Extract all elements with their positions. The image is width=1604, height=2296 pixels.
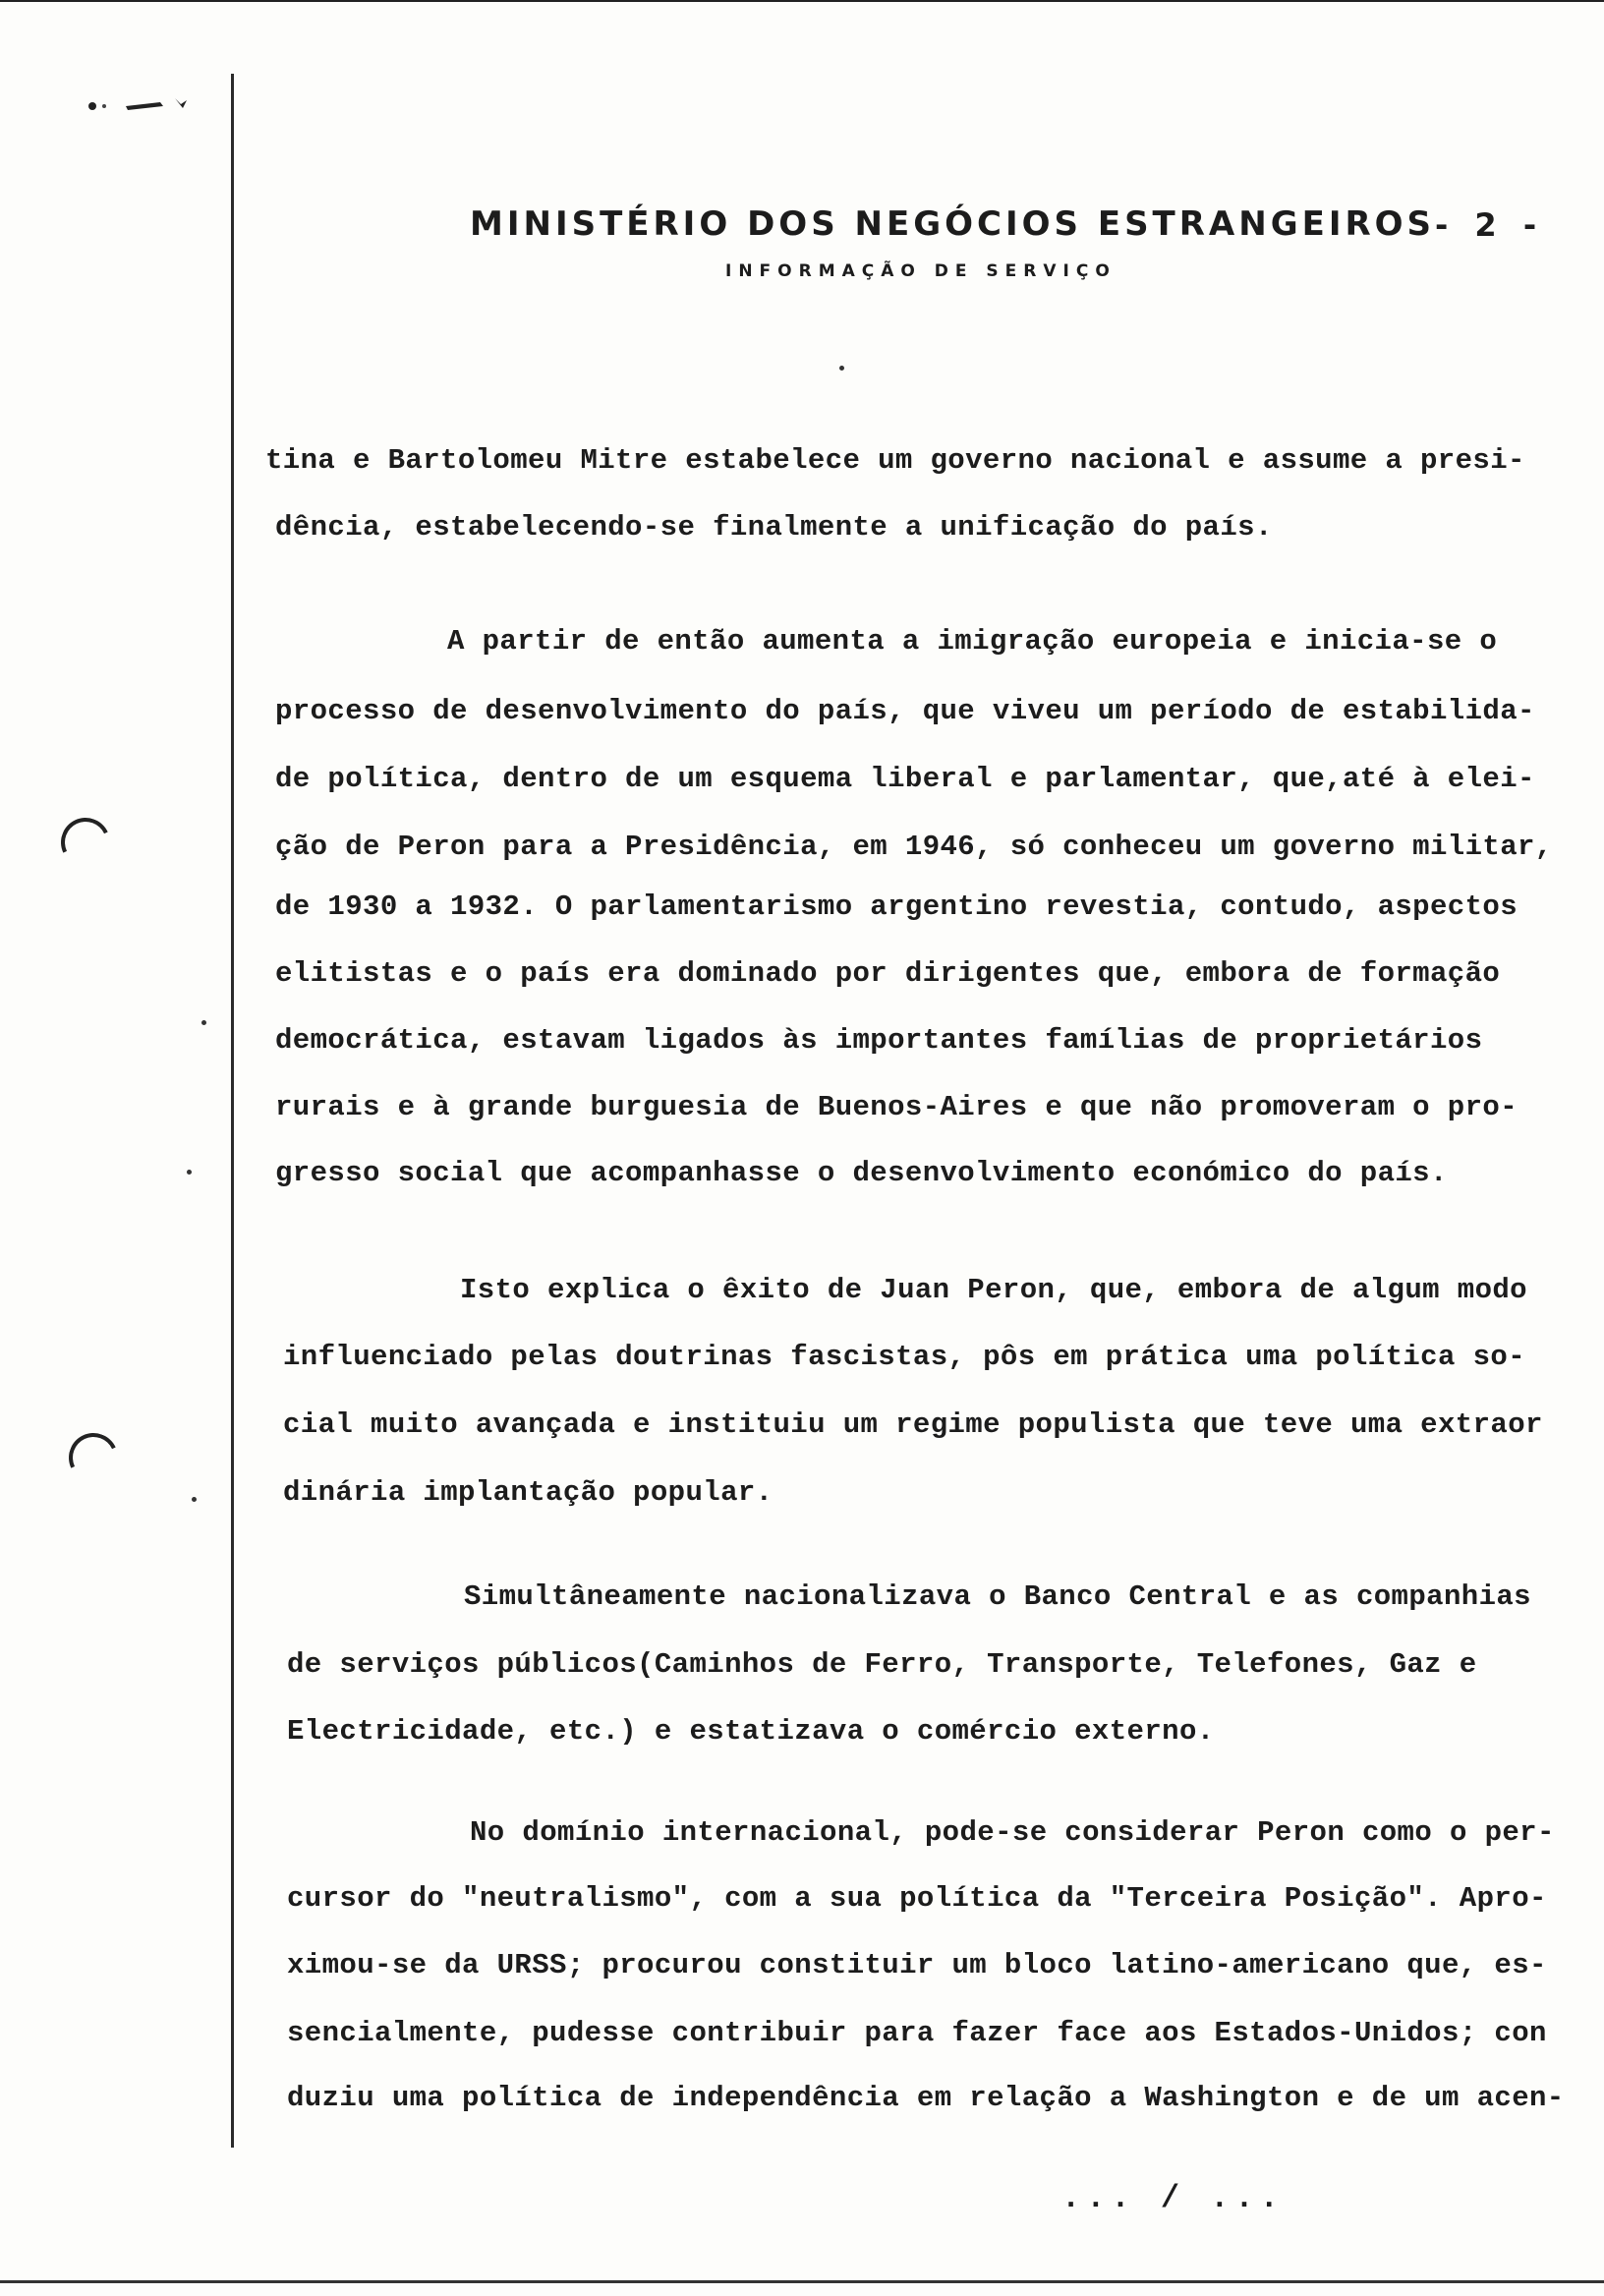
bottom-edge	[0, 2280, 1604, 2283]
ink-speck	[187, 1170, 192, 1175]
text-line: duziu uma política de independência em relação a Washington e de um acen-	[287, 2082, 1565, 2114]
text-line: No domínio internacional, pode-se considerar Peron como o per-	[470, 1816, 1555, 1849]
margin-rule	[231, 74, 234, 2148]
text-line: A partir de então aumenta a imigração europeia e inicia-se o	[447, 625, 1498, 658]
text-line: de 1930 a 1932. O parlamentarismo argentino revestia, contudo, aspectos	[275, 890, 1518, 923]
ink-speck	[201, 1020, 206, 1025]
text-line: Electricidade, etc.) e estatizava o comércio externo.	[287, 1715, 1215, 1748]
text-line: Isto explica o êxito de Juan Peron, que, embora de algum modo	[460, 1274, 1527, 1306]
page-number: - 2 -	[1435, 206, 1545, 244]
text-line: gresso social que acompanhasse o desenvolvimento económico do país.	[275, 1157, 1448, 1189]
text-line: ximou-se da URSS; procurou constituir um bloco latino-americano que, es-	[287, 1949, 1547, 1981]
text-line: dência, estabelecendo-se finalmente a unificação do país.	[275, 511, 1273, 544]
text-line: democrática, estavam ligados às importantes famílias de proprietários	[275, 1024, 1483, 1057]
staple-mark	[86, 94, 195, 114]
text-line: rurais e à grande burguesia de Buenos-Aires e que não promoveram o pro-	[275, 1091, 1518, 1123]
text-line: ção de Peron para a Presidência, em 1946, só conheceu um governo militar,	[275, 831, 1553, 863]
text-line: sencialmente, pudesse contribuir para fazer face aos Estados-Unidos; con	[287, 2017, 1547, 2049]
document-subtitle: INFORMAÇÃO DE SERVIÇO	[725, 261, 1117, 281]
text-line: de serviços públicos(Caminhos de Ferro, Transporte, Telefones, Gaz e	[287, 1648, 1477, 1681]
text-line: cial muito avançada e instituiu um regime populista que teve uma extraor	[283, 1408, 1543, 1441]
punch-hole-mark	[54, 811, 117, 874]
text-line: dinária implantação popular.	[283, 1476, 773, 1509]
text-line: influenciado pelas doutrinas fascistas, pôs em prática uma política so-	[283, 1341, 1526, 1373]
top-edge	[0, 0, 1604, 8]
ministry-title: MINISTÉRIO DOS NEGÓCIOS ESTRANGEIROS	[470, 204, 1436, 244]
text-line: de política, dentro de um esquema liberal e parlamentar, que,até à elei-	[275, 763, 1535, 795]
text-line: tina e Bartolomeu Mitre estabelece um governo nacional e assume a presi-	[265, 444, 1525, 477]
text-line: Simultâneamente nacionalizava o Banco Central e as companhias	[464, 1580, 1531, 1613]
ink-speck	[192, 1497, 197, 1502]
text-line: processo de desenvolvimento do país, que viveu um período de estabilida-	[275, 695, 1535, 727]
ink-speck	[839, 366, 844, 371]
text-line: elitistas e o país era dominado por dirigentes que, embora de formação	[275, 957, 1501, 990]
continuation-mark: ... / ...	[1061, 2180, 1285, 2216]
punch-hole-mark	[62, 1426, 125, 1489]
text-line: cursor do "neutralismo", com a sua política da "Terceira Posição". Apro-	[287, 1882, 1547, 1915]
